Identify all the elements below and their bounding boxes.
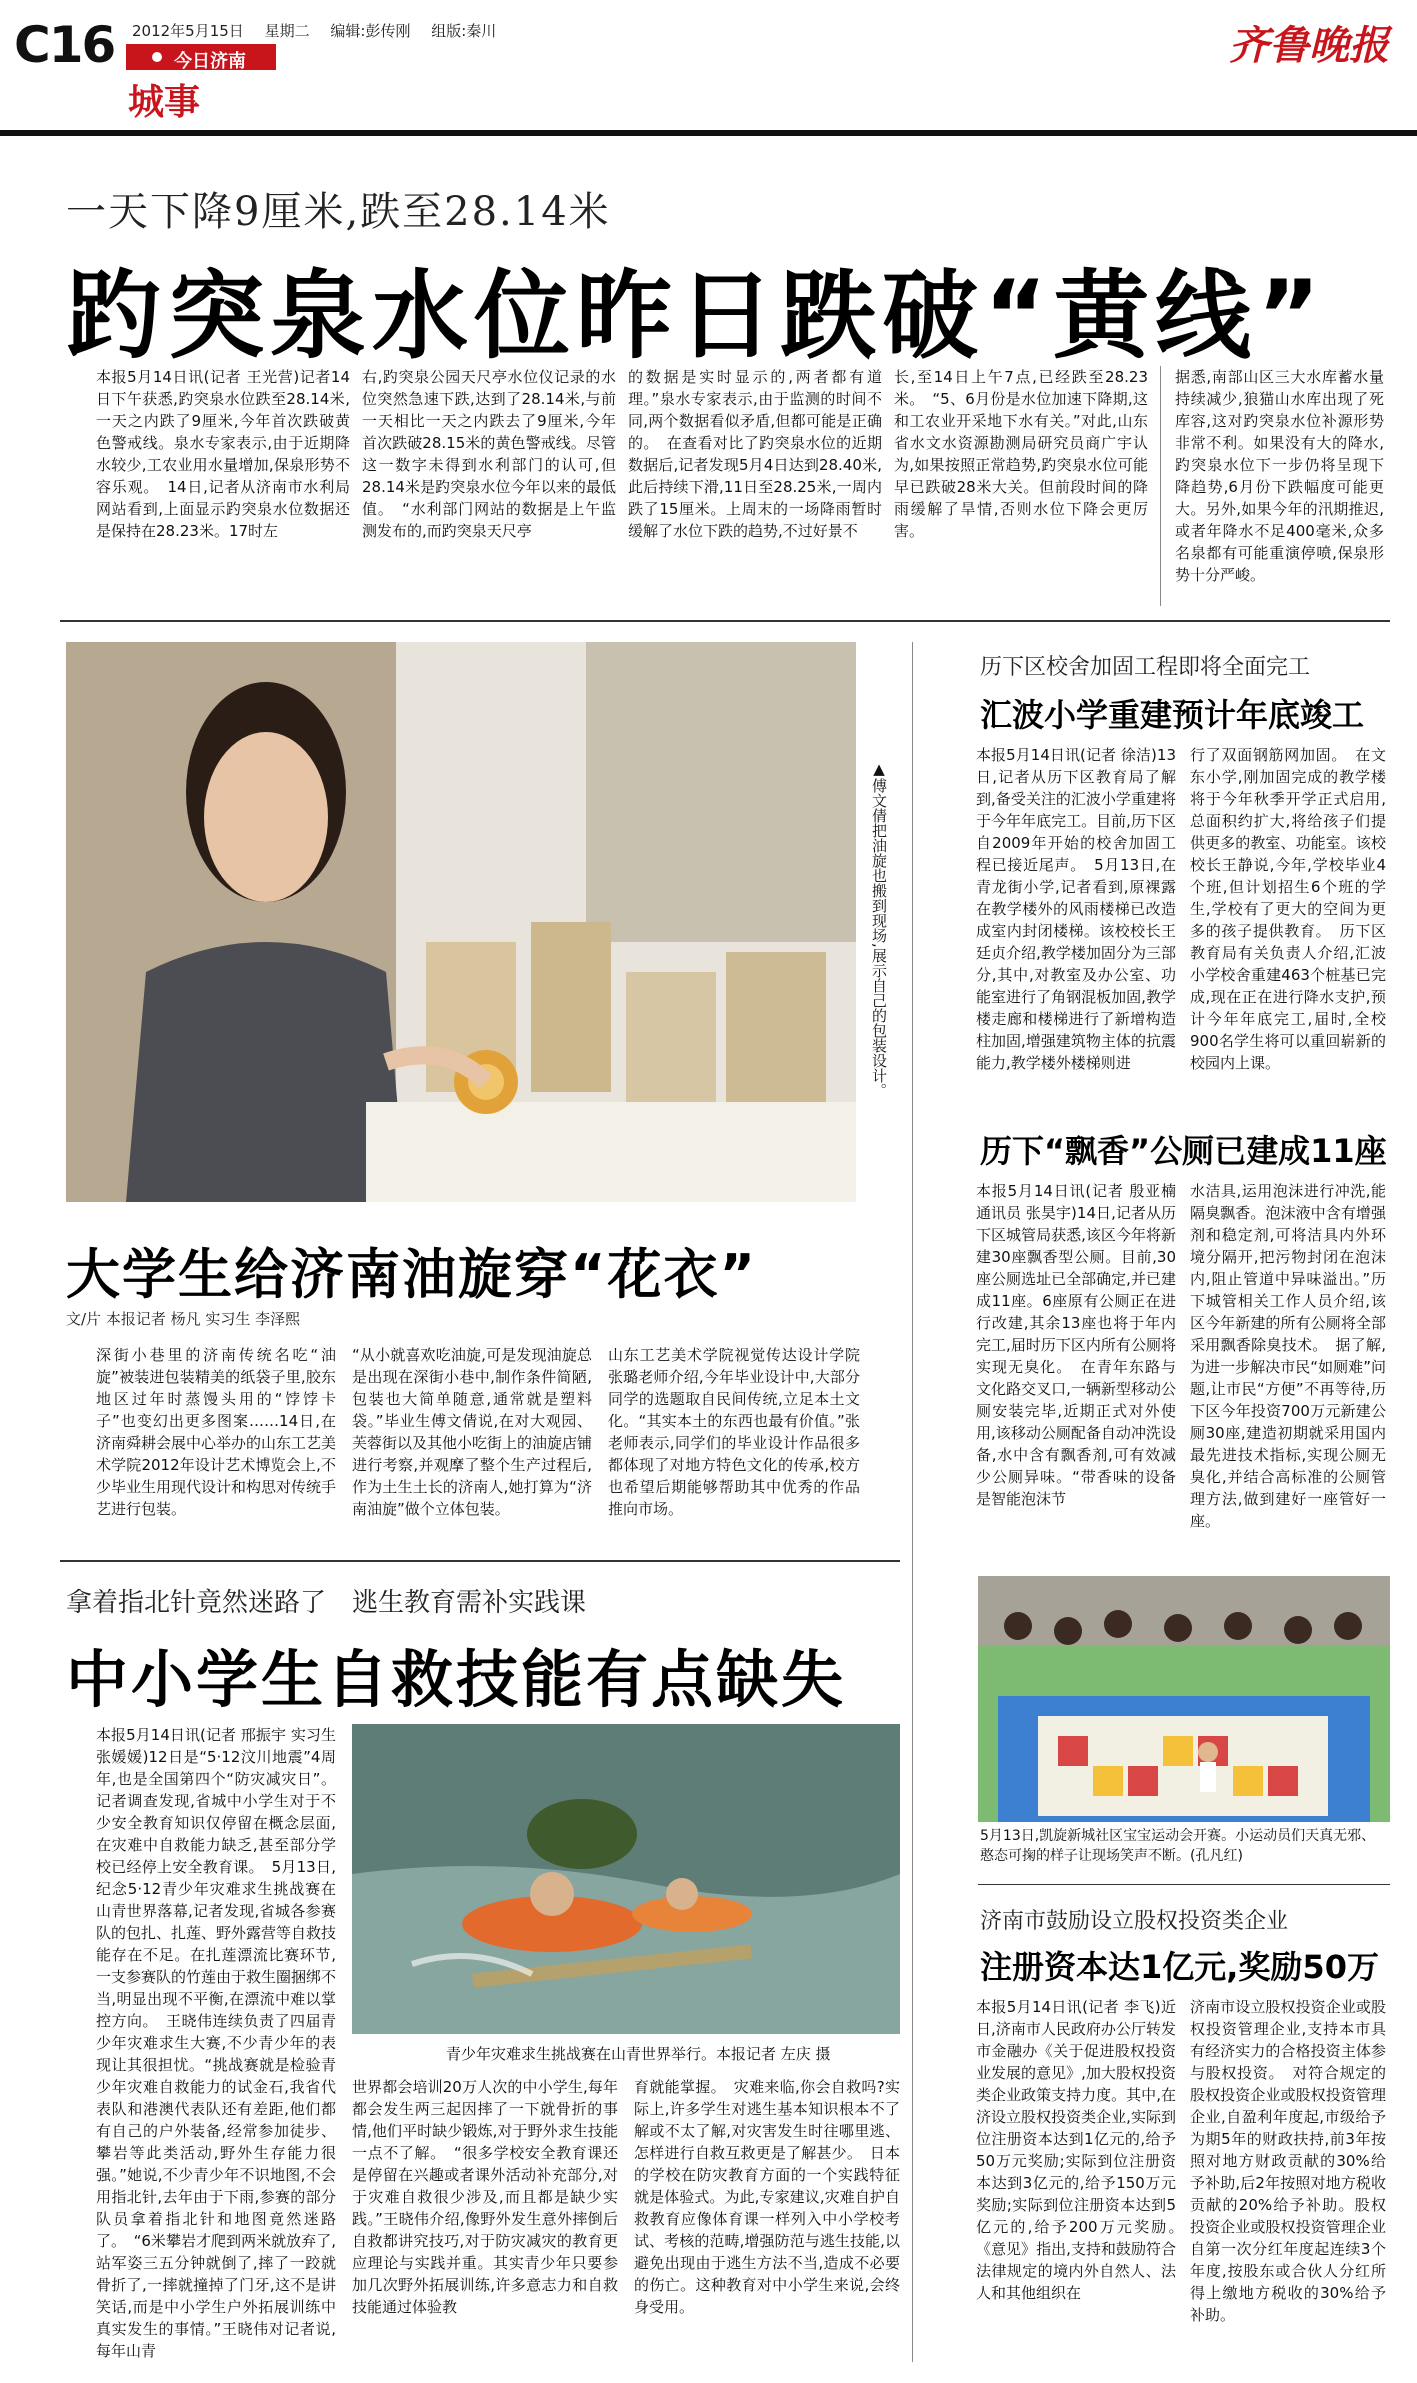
lead-bottom-rule bbox=[60, 620, 1390, 622]
selfrescue-photo-art bbox=[352, 1724, 900, 2034]
editor-credit: 编辑:彭传刚 bbox=[330, 22, 411, 40]
selfrescue-column-2: 世界都会培训20万人次的中小学生,每年都会发生两三起因摔了一下就骨折的事情,他们平时缺少锻炼,对于野外求生技能一点不了解。 “很多学校安全教育课还是停留在兴趣或者课外活动补充部分,对于灾难自救很少涉及,而且都是缺少实践。”王晓伟介绍,像野外发生意外摔倒后自救都讲究技巧,对于防灾减灾的教育更应理论与实践并重。其实青少年只要参加几次野外拓展训练,许多意志力和自救技能通过体验教 bbox=[352, 2078, 618, 2316]
selfrescue-column-3: 育就能掌握。 灾难来临,你会自救吗?实际上,许多学生对逃生基本知识根本不了解或不太了解,对灾害发生时往哪里逃、怎样进行自救互救更是了解甚少。 日本的学校在防灾教育方面的一个实践特征就是体验式。为此,专家建议,灾难自护自救教育应像体育课一样列入中小学校考试、考核的范畴,增强防范与逃生技能,以避免出现由于逃生方法不当,造成不必要的伤亡。这种教育对中小学生来说,会终身受用。 bbox=[634, 2078, 900, 2316]
dot-icon bbox=[152, 52, 162, 62]
lead-subhead: 一天下降9厘米,跌至28.14米 bbox=[66, 189, 611, 235]
selfrescue-headline: 中小学生自救技能有点缺失 bbox=[66, 1643, 847, 1716]
selfrescue-photo bbox=[352, 1724, 900, 2034]
huibo-headline: 汇波小学重建预计年底竣工 bbox=[980, 696, 1365, 734]
huibo-column-2: 行了双面钢筋网加固。 在文东小学,刚加固完成的教学楼将于今年秋季开学正式启用,总面积约扩大,将给孩子们提供更多的教室、功能室。该校校长王静说,今年,学校毕业4个班,但计划招生6个班的学生,学校有了更大的空间为更多的孩子提供教育。 历下区教育局有关负责人介绍,汇波小学校舍重建463个桩基已完成,现在正在进行降水支护,预计今年年底完工,届时,全校900名学生将可以重回崭新的校园内上课。 bbox=[1190, 746, 1386, 1072]
selfrescue-photo-caption: 青少年灾难求生挑战赛在山青世界举行。本报记者 左庆 摄 bbox=[446, 2045, 831, 2063]
toilet-column-2: 水洁具,运用泡沫进行冲洗,能隔臭飘香。泡沫液中含有增强剂和稳定剂,可将洁具内外环境分隔开,把污物封闭在泡沫内,阻止管道中异味溢出。”历下城管相关工作人员介绍,该区今年新建的所有公厕将全部采用飘香除臭技术。 据了解,为进一步解决市民“如厕难”问题,让市民“方便”不再等待,历下区今年投资700万元新建公厕30座,建造初期就采用国内最先进技术指标,实现公厕无臭化,并结合高标准的公厕管理方法,做到建好一座管好一座。 bbox=[1190, 1182, 1386, 1530]
toilet-photo bbox=[978, 1576, 1390, 1822]
lead-column-3: 的数据是实时显示的,两者都有道理。”泉水专家表示,由于监测的时间不同,两个数据看似矛盾,但都可能是正确的。 在查看对比了趵突泉水位的近期数据后,记者发现5月4日达到28.40米,此后持续下滑,11日至28.25米,一周内跌了15厘米。上周末的一场降雨暂时缓解了水位下跌的趋势,不过好景不 bbox=[628, 368, 882, 540]
youxuan-photo-art bbox=[66, 642, 856, 1202]
equity-kicker: 济南市鼓励设立股权投资类企业 bbox=[980, 1909, 1289, 1934]
issue-date: 2012年5月15日 bbox=[132, 22, 244, 40]
header-meta bbox=[132, 20, 512, 41]
lead-column-4: 长,至14日上午7点,已经跌至28.23米。 “5、6月份是水位加速下降期,这和工农业开采地下水有关。”对此,山东省水文水资源勘测局研究员商广宇认为,如果按照正常趋势,趵突泉水位可能早已跌破28米大关。但前段时间的降雨缓解了旱情,否则水位下降会更厉害。 bbox=[894, 368, 1148, 540]
lead-column-2: 右,趵突泉公园天尺亭水位仪记录的水位突然急速下跌,达到了28.14米,与前一天相比一天之内跌去了9厘米,今年首次跌破28.15米的黄色警戒线。尽管这一数字未得到水利部门的认可,但28.14米是趵突泉水位今年以来的最低值。 “水利部门网站的数据是上午监测发布的,而趵突泉天尺亭 bbox=[362, 368, 616, 540]
toilet-photo-art bbox=[978, 1576, 1390, 1822]
youxuan-photo-caption: ▲傅文倩把油旋也搬到现场,展示自己的包装设计。 bbox=[870, 760, 888, 1098]
layout-credit: 组版:秦川 bbox=[431, 22, 497, 40]
huibo-kicker: 历下区校舍加固工程即将全面完工 bbox=[980, 655, 1311, 680]
toilet-column-1: 本报5月14日讯(记者 殷亚楠 通讯员 张昊宇)14日,记者从历下区城管局获悉,该区今年将新建30座飘香型公厕。目前,30座公厕选址已全部确定,并已建成11座。6座原有公厕正在进行改建,其余13座也将于年内完工,届时历下区内所有公厕将实现无臭化。 在青年东路与文化路交叉口,一辆新型移动公厕安装完毕,近期正式对外使用,该移动公厕配备自动冲洗设备,水中含有飘香剂,可有效减少公厕异味。“带香味的设备是智能泡沫节 bbox=[976, 1182, 1176, 1508]
youxuan-column-1: 深街小巷里的济南传统名吃“油旋”被装进包装精美的纸袋子里,胶东地区过年时蒸馒头用的“饽饽卡子”也变幻出更多图案……14日,在济南舜耕会展中心举办的山东工艺美术学院2012年设计艺术博览会上,不少毕业生用现代设计和构思对传统手艺进行包装。 bbox=[96, 1346, 337, 1518]
youxuan-photo bbox=[66, 642, 856, 1202]
section-name: 城事 bbox=[128, 81, 201, 123]
youxuan-column-3: 山东工艺美术学院视觉传达设计学院张璐老师介绍,今年毕业设计中,大部分同学的选题取自民间传统,立足本土文化。“其实本土的东西也最有价值。”张老师表示,同学们的毕业设计作品很多都体现了对地方特色文化的传承,校方也希望后期能够帮助其中优秀的作品推向市场。 bbox=[608, 1346, 860, 1518]
youxuan-byline: 文/片 本报记者 杨凡 实习生 李泽熙 bbox=[66, 1310, 301, 1328]
youxuan-bottom-rule bbox=[60, 1560, 900, 1562]
huibo-column-1: 本报5月14日讯(记者 徐洁)13日,记者从历下区教育局了解到,备受关注的汇波小学重建将于今年年底完工。目前,历下区自2009年开始的校舍加固工程已接近尾声。 5月13日,在青龙街小学,记者看到,原裸露在教学楼外的风雨楼梯已改造成室内封闭楼梯。该校校长王廷贞介绍,教学楼加固分为三部分,其中,对教室及办公室、功能室进行了角钢混板加固,教学楼走廊和楼梯进行了新增构造柱加固,增强建筑物主体的抗震能力,教学楼外楼梯则进 bbox=[976, 746, 1176, 1072]
lead-column-5: 据悉,南部山区三大水库蓄水量持续减少,狼猫山水库出现了死库容,这对趵突泉水位补源形势非常不利。如果没有大的降水,趵突泉水位下一步仍将呈现下降趋势,6月份下跌幅度可能更大。另外,如果今年的汛期推迟,或者年降水不足400毫米,众多名泉都有可能重演停喷,保泉形势十分严峻。 bbox=[1160, 366, 1384, 606]
section-tab bbox=[126, 44, 276, 70]
lead-column-1: 本报5月14日讯(记者 王光营)记者14日下午获悉,趵突泉水位跌至28.14米,一天之内跌了9厘米,今年首次跌破黄色警戒线。泉水专家表示,由于近期降水较少,工农业用水量增加,保泉形势不容乐观。 14日,记者从济南市水利局网站看到,上面显示趵突泉水位数据还是保持在28.23米。17时左 bbox=[96, 368, 350, 540]
toilet-photo-caption: 5月13日,凯旋新城社区宝宝运动会开赛。小运动员们天真无邪、憨态可掬的样子让现场笑声不断。(孔凡红) bbox=[980, 1828, 1376, 1864]
right-column-divider bbox=[912, 642, 913, 2362]
paper-logo: 齐鲁晚报 bbox=[1229, 22, 1389, 69]
header-rule bbox=[0, 130, 1417, 136]
lead-headline: 趵突泉水位昨日跌破“黄线” bbox=[66, 260, 1327, 372]
selfrescue-kicker: 拿着指北针竟然迷路了 逃生教育需补实践课 bbox=[66, 1588, 587, 1618]
toilet-headline: 历下“飘香”公厕已建成11座 bbox=[980, 1132, 1387, 1170]
section-tab-label: 今日济南 bbox=[174, 51, 246, 72]
equity-column-1: 本报5月14日讯(记者 李飞)近日,济南市人民政府办公厅转发市金融办《关于促进股权投资业发展的意见》,加大股权投资类企业政策支持力度。其中,在济设立股权投资类企业,实际到位注册资本达到1亿元的,给予50万元奖励;实际到位注册资本达到3亿元的,给予150万元奖励;实际到位注册资本达到5亿元的,给予200万元奖励。 《意见》指出,支持和鼓励符合法律规定的境内外自然人、法人和其他组织在 bbox=[976, 1998, 1192, 2302]
issue-weekday: 星期二 bbox=[264, 22, 310, 40]
equity-column-2: 济南市设立股权投资企业或股权投资管理企业,支持本市具有经济实力的合格投资主体参与股权投资。 对符合规定的股权投资企业或股权投资管理企业,自盈利年度起,市级给予为期5年的财政扶持,前3年按照对地方财政贡献的30%给予补助,后2年按照对地方税收贡献的20%给予补助。股权投资企业或股权投资管理企业自第一次分红年度起连续3个年度,按股东或合伙人分红所得上缴地方税收的30%给予补助。 bbox=[1190, 1998, 1386, 2324]
youxuan-headline: 大学生给济南油旋穿“花衣” bbox=[66, 1243, 757, 1306]
equity-headline: 注册资本达1亿元,奖励50万 bbox=[980, 1948, 1379, 1986]
selfrescue-column-1: 本报5月14日讯(记者 邢振宇 实习生 张媛媛)12日是“5·12汶川地震”4周年,也是全国第四个“防灾减灾日”。记者调查发现,省城中小学生对于不少安全教育知识仅停留在概念层面,在灾难中自救能力缺乏,甚至部分学校已经停上安全教育课。 5月13日,纪念5·12青少年灾难求生挑战赛在山青世界落幕,记者发现,省城各参赛队的包扎、扎莲、野外露营等自救技能存在不足。在扎莲漂流比赛环节,一支参赛队的竹莲由于救生圈捆绑不当,明显出现不平衡,在漂流中难以掌控方向。 王晓伟连续负责了四届青少年灾难求生大赛,不少青少年的表现让其很担忧。“挑战赛就是检验青少年灾难自救能力的试金石,我省代表队和港澳代表队还有差距,他们都有自己的户外装备,经常参加徒步、攀岩等此类活动,野外生存能力很强。”她说,不少青少年不识地图,不会用指北针,去年由于下雨,参赛的部分队员拿着指北针和地图竟然迷路了。 “6米攀岩才爬到两米就放弃了,站军姿三五分钟就倒了,摔了一跤就骨折了,一摔就撞掉了门牙,这不是讲笑话,而是中小学生户外拓展训练中真实发生的事情。”王晓伟对记者说,每年山青 bbox=[96, 1726, 337, 2360]
youxuan-column-2: “从小就喜欢吃油旋,可是发现油旋总是出现在深街小巷中,制作条件简陋,包装也大简单随意,通常就是塑料袋。”毕业生傅文倩说,在对大观园、芙蓉街以及其他小吃街上的油旋店铺进行考察,并观摩了整个生产过程后,作为土生土长的济南人,她打算为“济南油旋”做个立体包装。 bbox=[352, 1346, 593, 1518]
page-number: C16 bbox=[14, 16, 115, 74]
equity-top-rule bbox=[978, 1884, 1390, 1885]
